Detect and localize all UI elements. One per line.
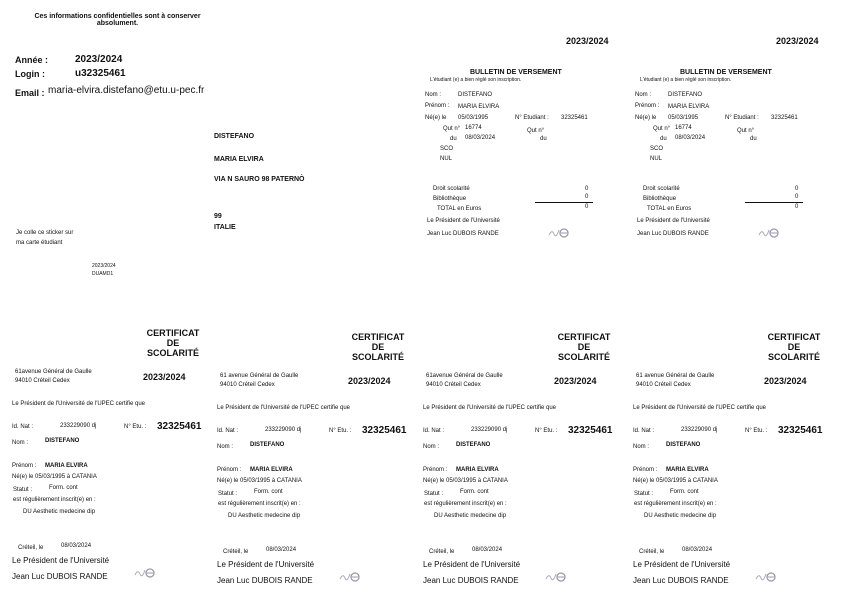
birth-label: Né(e) le: [635, 115, 657, 121]
place-label: Créteil, le: [223, 549, 249, 555]
signature-stamp-icon: [133, 565, 155, 579]
president-title: Le Président de l'Université: [637, 218, 710, 224]
library-amount: 0: [795, 194, 799, 200]
student-number-label: N° Etu. :: [535, 428, 558, 434]
prenom-value: MARIA ELVIRA: [250, 467, 293, 473]
prenom-value: MARIA ELVIRA: [666, 467, 709, 473]
sticker-year: 2023/2024: [92, 263, 116, 269]
national-id: 233229090 dj: [471, 427, 508, 433]
prenom-label: Prénom :: [635, 103, 660, 109]
diploma-name: DU Aesthetic medecine dip: [644, 513, 717, 519]
enrollment-certificate: [0, 322, 210, 592]
certify-statement: Le Président de l'Université de l'UPEC certifie que: [423, 405, 557, 411]
certify-statement: Le Président de l'Université de l'UPEC certifie que: [12, 401, 146, 407]
total-divider: [535, 202, 593, 203]
total-divider: [745, 202, 803, 203]
address-country: ITALIE: [214, 224, 236, 231]
title-line: DE: [166, 338, 180, 348]
student-number: 32325461: [568, 425, 613, 436]
sco-code: SCO: [650, 146, 664, 152]
prenom-value: MARIA ELVIRA: [668, 104, 710, 110]
nul-code: NUL: [650, 156, 663, 162]
prenom-label: Prénom :: [12, 463, 37, 469]
title-line: DE: [787, 342, 801, 352]
university-address-1: 61 avenue Général de Gaulle: [220, 373, 299, 379]
status-value: Form. cont: [460, 489, 489, 495]
status-label: Statut :: [424, 491, 444, 497]
enrolled-statement: est régulièrement inscrit(e) en :: [634, 501, 717, 507]
birth-value: 05/03/1995: [668, 115, 699, 121]
university-address-2: 94010 Créteil Cedex: [426, 382, 481, 388]
receipt2-label: Qut n°: [737, 128, 755, 134]
enrolled-statement: est régulièrement inscrit(e) en :: [218, 501, 301, 507]
title-line: SCOLARITÉ: [146, 348, 199, 358]
sticker-code: DUAMD1: [92, 271, 114, 277]
president-title: Le Président de l'Université: [633, 560, 731, 569]
birth-info: Né(e) le 05/03/1995 à CATANIA: [217, 478, 302, 484]
slip-title: BULLETIN DE VERSEMENT: [680, 69, 772, 76]
university-address-1: 61avenue Général de Gaulle: [15, 369, 92, 375]
library-label: Bibliothèque: [643, 196, 677, 202]
tuition-amount: 0: [585, 186, 589, 192]
title-line: SCOLARITÉ: [557, 352, 610, 362]
student-number-label: N° Etu. :: [745, 428, 768, 434]
signature-stamp-icon: [338, 569, 360, 583]
library-amount: 0: [585, 194, 589, 200]
receipt2-date-label: du: [540, 136, 547, 142]
university-address-2: 94010 Créteil Cedex: [636, 382, 691, 388]
nom-value: DISTEFANO: [668, 92, 703, 98]
enrollment-certificate: [621, 326, 831, 595]
email-value: maria-elvira.distefano@etu.u-pec.fr: [48, 85, 205, 96]
place-label: Créteil, le: [429, 549, 455, 555]
title-line: SCOLARITÉ: [351, 352, 404, 362]
nom-label: Nom :: [423, 444, 440, 450]
prenom-label: Prénom :: [217, 467, 242, 473]
university-address-1: 61 avenue Général de Gaulle: [636, 373, 715, 379]
prenom-value: MARIA ELVIRA: [456, 467, 499, 473]
university-address-2: 94010 Créteil Cedex: [15, 378, 70, 384]
total-label: TOTAL en Euros: [647, 206, 692, 212]
slip-year: 2023/2024: [566, 36, 609, 46]
signature-stamp-icon: [547, 225, 569, 239]
nom-label: Nom :: [12, 440, 29, 446]
total-label: TOTAL en Euros: [437, 206, 482, 212]
national-id-label: Id. Nat :: [633, 428, 655, 434]
nom-value: DISTEFANO: [45, 438, 80, 444]
signature-stamp-icon: [754, 569, 776, 583]
national-id: 233229090 dj: [265, 427, 302, 433]
president-name: Jean Luc DUBOIS RANDE: [633, 576, 729, 585]
birth-label: Né(e) le: [425, 115, 447, 121]
national-id: 233229090 dj: [60, 423, 97, 429]
place-label: Créteil, le: [18, 545, 44, 551]
sticker-note-2: ma carte étudiant: [16, 240, 63, 246]
nom-value: DISTEFANO: [250, 442, 285, 448]
university-address-1: 61avenue Général de Gaulle: [426, 373, 503, 379]
birth-info: Né(e) le 05/03/1995 à CATANIA: [423, 478, 508, 484]
president-title: Le Président de l'Université: [217, 560, 315, 569]
prenom-value: MARIA ELVIRA: [45, 463, 88, 469]
title-line: SCOLARITÉ: [767, 352, 820, 362]
student-number: 32325461: [157, 421, 202, 432]
email-label: Email :: [15, 88, 45, 98]
university-address-2: 94010 Créteil Cedex: [220, 382, 275, 388]
birth-info: Né(e) le 05/03/1995 à CATANIA: [633, 478, 718, 484]
title-line: CERTIFICAT: [767, 332, 821, 342]
receipt-date: 08/03/2024: [675, 135, 706, 141]
tuition-label: Droit scolarité: [433, 186, 470, 192]
year-label: Année :: [15, 55, 49, 65]
nom-label: Nom :: [217, 444, 234, 450]
place-label: Créteil, le: [639, 549, 665, 555]
address-firstname: MARIA ELVIRA: [214, 156, 264, 163]
student-number-label: N° Etu. :: [124, 424, 147, 430]
receipt-number: 16774: [465, 125, 482, 131]
status-label: Statut :: [634, 491, 654, 497]
tuition-label: Droit scolarité: [643, 186, 680, 192]
signature-stamp-icon: [544, 569, 566, 583]
certificate-date: 08/03/2024: [682, 547, 713, 553]
certificate-year: 2023/2024: [764, 376, 807, 386]
birth-info: Né(e) le 05/03/1995 à CATANIA: [12, 474, 97, 480]
prenom-value: MARIA ELVIRA: [458, 104, 500, 110]
login-value: u32325461: [75, 68, 126, 79]
prenom-label: Prénom :: [633, 467, 658, 473]
title-line: DE: [371, 342, 385, 352]
receipt-label: Qut n°: [653, 126, 671, 132]
student-number: 32325461: [771, 115, 798, 121]
student-number: 32325461: [362, 425, 407, 436]
diploma-name: DU Aesthetic medecine dip: [23, 509, 96, 515]
title-line: CERTIFICAT: [146, 328, 200, 338]
certificate-title: [736, 332, 842, 362]
receipt-date-label: du: [450, 136, 457, 142]
certificate-date: 08/03/2024: [266, 547, 297, 553]
receipt2-date-label: du: [750, 136, 757, 142]
slip-subtitle: L'étudiant (e) a bien réglé son inscription.: [430, 77, 522, 83]
nom-value: DISTEFANO: [456, 442, 491, 448]
diploma-name: DU Aesthetic medecine dip: [228, 513, 301, 519]
prenom-label: Prénom :: [423, 467, 448, 473]
status-label: Statut :: [13, 487, 33, 493]
certify-statement: Le Président de l'Université de l'UPEC certifie que: [217, 405, 351, 411]
year-value: 2023/2024: [75, 54, 123, 65]
title-line: CERTIFICAT: [557, 332, 611, 342]
title-line: DE: [577, 342, 591, 352]
enrolled-statement: est régulièrement inscrit(e) en :: [13, 497, 96, 503]
national-id-label: Id. Nat :: [217, 428, 239, 434]
receipt-number: 16774: [675, 125, 692, 131]
nom-label: Nom :: [635, 92, 652, 98]
slip-subtitle: L'étudiant (e) a bien réglé son inscription.: [640, 77, 732, 83]
signature-stamp-icon: [757, 225, 779, 239]
certificate-date: 08/03/2024: [61, 543, 92, 549]
receipt-date: 08/03/2024: [465, 135, 496, 141]
enrolled-statement: est régulièrement inscrit(e) en :: [424, 501, 507, 507]
nom-value: DISTEFANO: [458, 92, 493, 98]
president-name: Jean Luc DUBOIS RANDE: [423, 576, 519, 585]
sco-code: SCO: [440, 146, 454, 152]
student-number: 32325461: [561, 115, 588, 121]
notice-line: Ces informations confidentielles sont à conserver: [34, 13, 201, 20]
student-number-label: N° Etudiant :: [515, 115, 549, 121]
address-street: VIA N SAURO 98 PATERNÒ: [214, 176, 305, 183]
sticker-note-1: Je colle ce sticker sur: [16, 230, 74, 236]
status-label: Statut :: [218, 491, 238, 497]
certificate-date: 08/03/2024: [472, 547, 503, 553]
status-value: Form. cont: [49, 485, 78, 491]
diploma-name: DU Aesthetic medecine dip: [434, 513, 507, 519]
confidential-notice: [30, 13, 205, 27]
title-line: CERTIFICAT: [351, 332, 405, 342]
certificate-year: 2023/2024: [348, 376, 391, 386]
total-amount: 0: [585, 204, 589, 210]
president-name: Jean Luc DUBOIS RANDE: [217, 576, 313, 585]
address-code: 99: [214, 213, 222, 220]
notice-line: absolument.: [96, 20, 139, 27]
payment-slip: [425, 30, 635, 300]
president-name: Jean Luc DUBOIS RANDE: [12, 572, 108, 581]
status-value: Form. cont: [254, 489, 283, 495]
certificate-year: 2023/2024: [554, 376, 597, 386]
nom-label: Nom :: [633, 444, 650, 450]
president-title: Le Président de l'Université: [12, 556, 110, 565]
payment-slip: [635, 30, 842, 300]
certify-statement: Le Président de l'Université de l'UPEC certifie que: [633, 405, 767, 411]
president-name: Jean Luc DUBOIS RANDE: [427, 231, 499, 237]
login-label: Login :: [15, 69, 45, 79]
nom-value: DISTEFANO: [666, 442, 701, 448]
enrollment-certificate: [411, 326, 621, 595]
student-number-label: N° Etudiant :: [725, 115, 759, 121]
library-label: Bibliothèque: [433, 196, 467, 202]
receipt-date-label: du: [660, 136, 667, 142]
slip-title: BULLETIN DE VERSEMENT: [470, 69, 562, 76]
student-number: 32325461: [778, 425, 823, 436]
receipt-label: Qut n°: [443, 126, 461, 132]
national-id-label: Id. Nat :: [423, 428, 445, 434]
tuition-amount: 0: [795, 186, 799, 192]
president-title: Le Président de l'Université: [423, 560, 521, 569]
student-number-label: N° Etu. :: [329, 428, 352, 434]
national-id: 233229090 dj: [681, 427, 718, 433]
receipt2-label: Qut n°: [527, 128, 545, 134]
certificate-year: 2023/2024: [143, 372, 186, 382]
slip-year: 2023/2024: [776, 36, 819, 46]
president-name: Jean Luc DUBOIS RANDE: [637, 231, 709, 237]
total-amount: 0: [795, 204, 799, 210]
birth-value: 05/03/1995: [458, 115, 489, 121]
enrollment-certificate: [205, 326, 415, 595]
nom-label: Nom :: [425, 92, 442, 98]
address-name: DISTEFANO: [214, 133, 255, 140]
national-id-label: Id. Nat :: [12, 424, 34, 430]
status-value: Form. cont: [670, 489, 699, 495]
nul-code: NUL: [440, 156, 453, 162]
president-title: Le Président de l'Université: [427, 218, 500, 224]
prenom-label: Prénom :: [425, 103, 450, 109]
